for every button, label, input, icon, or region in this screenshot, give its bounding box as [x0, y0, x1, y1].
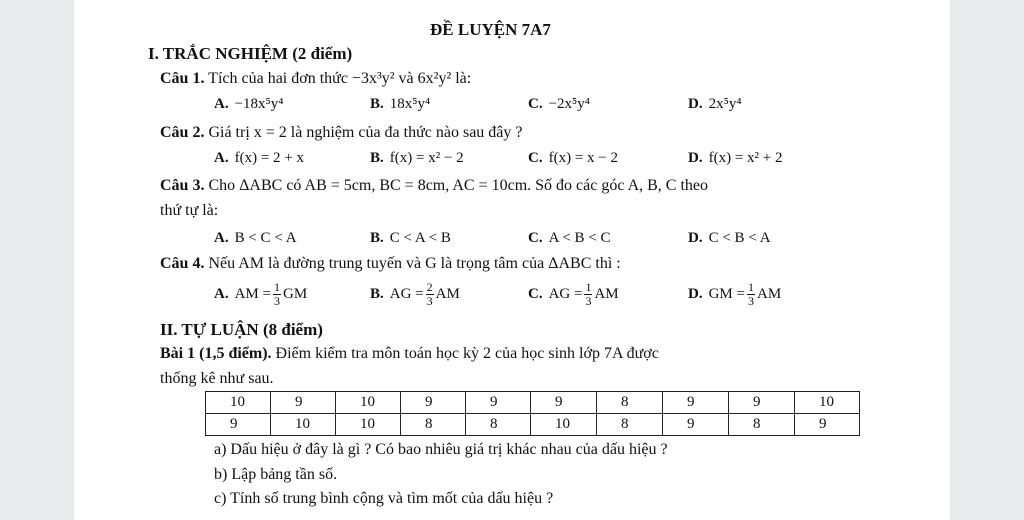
question-2-option-d: D. f(x) = x² + 2 — [688, 150, 783, 166]
table-cell: 8 — [729, 414, 795, 436]
question-3-option-c: C. A < B < C — [528, 230, 611, 246]
document-title: ĐỀ LUYỆN 7A7 — [430, 20, 551, 39]
question-4-option-b: B. AG = $\frac{2}{3}$ AM — [370, 280, 460, 308]
table-cell: 10 — [336, 392, 401, 414]
question-3-option-b: B. C < A < B — [370, 230, 451, 246]
question-4-option-d: D. GM = $\frac{1}{3}$ AM — [688, 280, 782, 308]
table-row — [206, 414, 860, 436]
section-essay-heading: II. TỰ LUẬN (8 điểm) — [160, 320, 323, 339]
question-3-option-a: A. B < C < A — [214, 230, 297, 246]
exercise-1-text-continued: thống kê như sau. — [160, 370, 274, 387]
score-table — [205, 391, 860, 436]
table-cell: 10 — [271, 414, 336, 436]
question-2: Câu 2. Giá trị x = 2 là nghiệm của đa thức nào sau đây ? — [160, 124, 523, 141]
question-1-text: Tích của hai đơn thức −3x³y² và 6x²y² là: — [208, 70, 472, 87]
table-cell: 10 — [206, 392, 271, 414]
table-cell: 8 — [401, 414, 466, 436]
question-4-option-c: C. AG = $\frac{1}{3}$ AM — [528, 280, 619, 308]
question-2-text: Giá trị x = 2 là nghiệm của đa thức nào sau đây ? — [208, 124, 523, 141]
table-cell: 9 — [466, 392, 531, 414]
exercise-1-part-a: a) Dấu hiệu ở đây là gì ? Có bao nhiêu giá trị khác nhau của dấu hiệu ? — [214, 441, 668, 458]
fraction: $\frac{1}{3}$ — [585, 280, 592, 308]
table-cell: 9 — [271, 392, 336, 414]
fraction: $\frac{2}{3}$ — [426, 280, 433, 308]
table-cell: 9 — [729, 392, 795, 414]
exercise-1-text: Điểm kiểm tra môn toán học kỳ 2 của học sinh lớp 7A được — [275, 345, 659, 362]
table-row — [206, 392, 860, 414]
question-3-text: Cho ΔABC có AB = 5cm, BC = 8cm, AC = 10cm. Số đo các góc A, B, C theo — [208, 177, 709, 194]
question-4-text: Nếu AM là đường trung tuyến và G là trọng tâm của ΔABC thì : — [208, 255, 621, 272]
question-3: Câu 3. Cho ΔABC có AB = 5cm, BC = 8cm, AC = 10cm. Số đo các góc A, B, C theo — [160, 177, 709, 194]
question-1-option-b: B. 18x⁵y⁴ — [370, 96, 431, 112]
table-cell: 9 — [401, 392, 466, 414]
question-1-option-a: A. −18x⁵y⁴ — [214, 96, 284, 112]
table-cell: 8 — [597, 414, 663, 436]
exercise-1: Bài 1 (1,5 điểm). Điểm kiểm tra môn toán học kỳ 2 của học sinh lớp 7A được — [160, 345, 659, 362]
table-cell: 8 — [466, 414, 531, 436]
table-cell: 9 — [206, 414, 271, 436]
question-2-option-a: A. f(x) = 2 + x — [214, 150, 304, 166]
fraction: $\frac{1}{3}$ — [747, 280, 754, 308]
table-cell: 9 — [795, 414, 860, 436]
table-cell: 10 — [336, 414, 401, 436]
exercise-1-part-b: b) Lập bảng tần số. — [214, 466, 338, 483]
document-page — [74, 0, 950, 520]
exercise-1-part-c: c) Tính số trung bình cộng và tìm mốt của dấu hiệu ? — [214, 490, 554, 507]
question-1-option-c: C. −2x⁵y⁴ — [528, 96, 591, 112]
question-3-option-d: D. C < B < A — [688, 230, 771, 246]
question-1-option-d: D. 2x⁵y⁴ — [688, 96, 742, 112]
table-cell: 10 — [795, 392, 860, 414]
table-cell: 9 — [531, 392, 597, 414]
table-cell: 10 — [531, 414, 597, 436]
table-cell: 8 — [597, 392, 663, 414]
question-2-option-b: B. f(x) = x² − 2 — [370, 150, 464, 166]
question-3-text-continued: thứ tự là: — [160, 202, 219, 219]
fraction: $\frac{1}{3}$ — [273, 280, 280, 308]
question-4-option-a: A. AM = $\frac{1}{3}$ GM — [214, 280, 308, 308]
table-cell: 9 — [663, 414, 729, 436]
question-4: Câu 4. Nếu AM là đường trung tuyến và G là trọng tâm của ΔABC thì : — [160, 255, 621, 272]
question-1: Câu 1. Tích của hai đơn thức −3x³y² và 6x²y² là: — [160, 70, 472, 87]
question-2-option-c: C. f(x) = x − 2 — [528, 150, 618, 166]
section-multiple-choice-heading: I. TRẮC NGHIỆM (2 điểm) — [148, 44, 353, 63]
table-cell: 9 — [663, 392, 729, 414]
